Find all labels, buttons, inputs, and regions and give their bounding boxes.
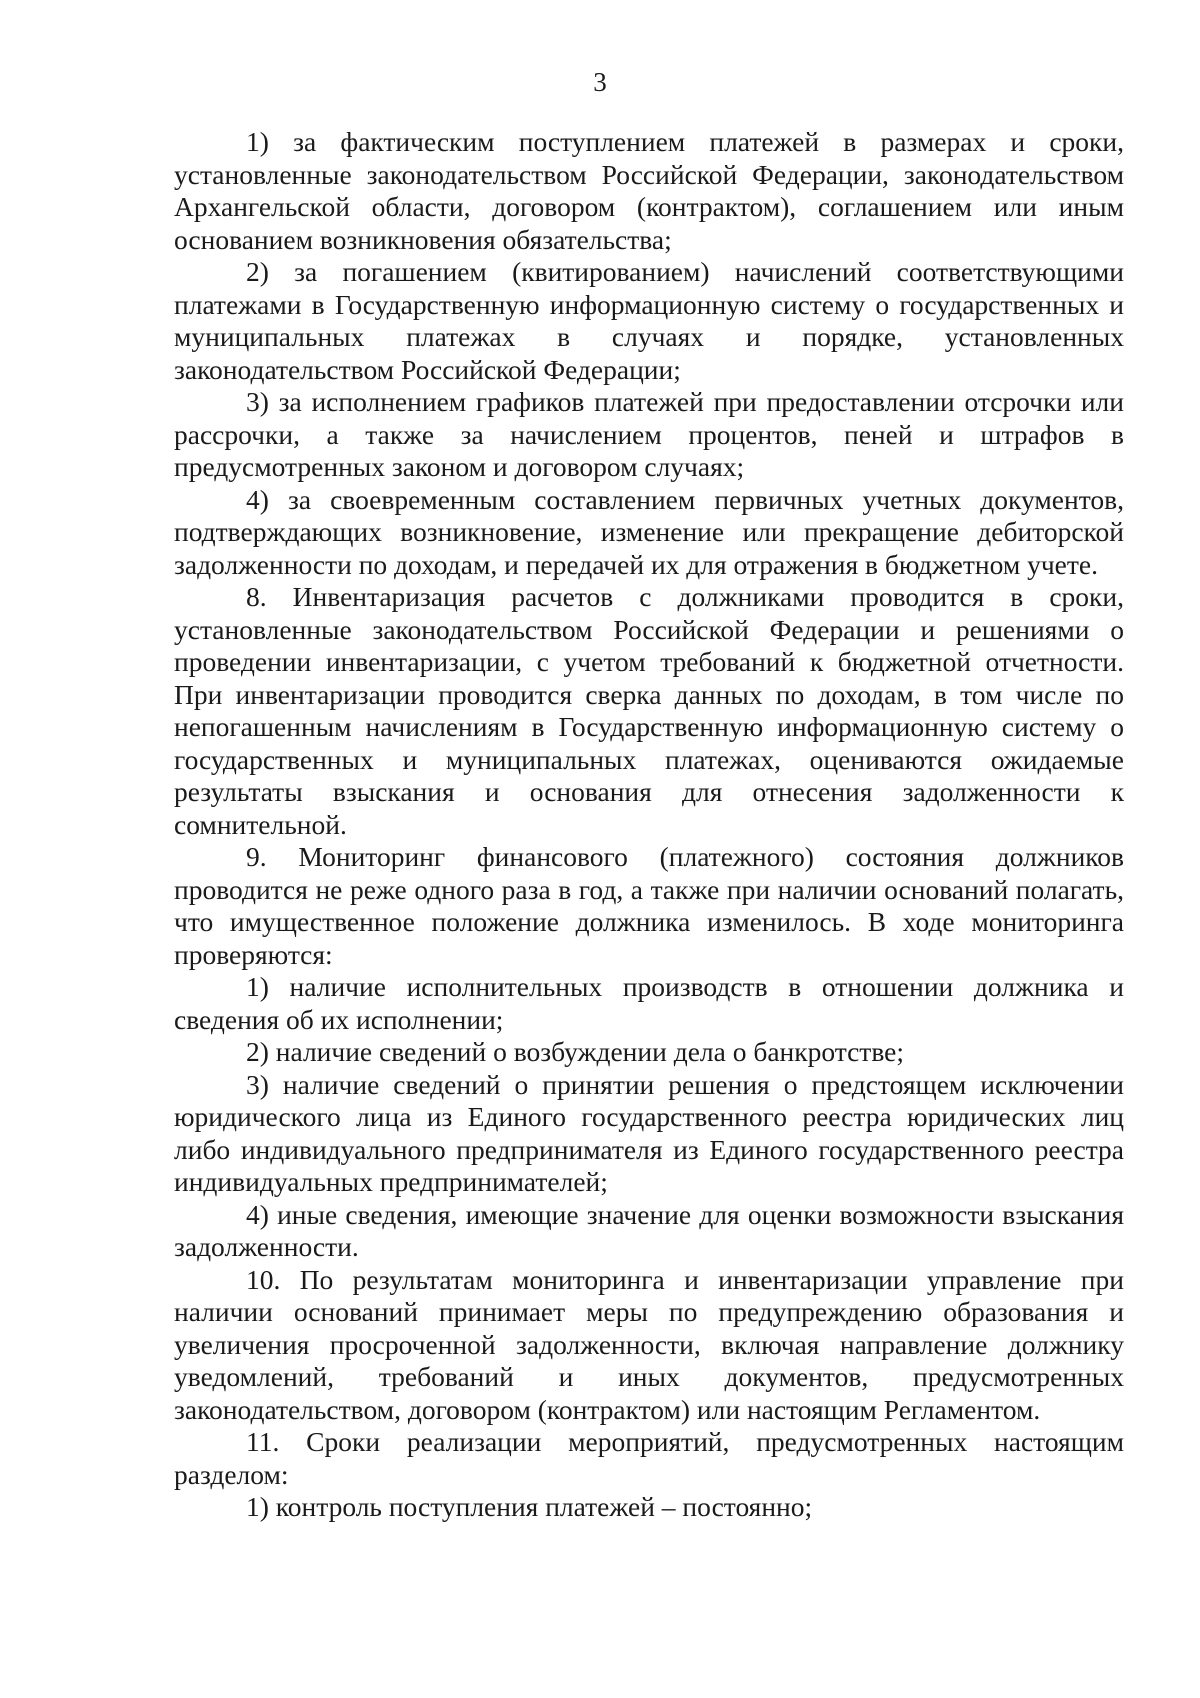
paragraph-section-8: 8. Инвентаризация расчетов с должниками проводится в сроки, установленные законодательством Российской Федерации и решениями о проведении инвентаризации, с учетом требований к бюджетной отчетности. При инвентаризации проводится сверка данных по доходам, в том числе по непогашенным начислениям в Государственную информационную систему о государственных и муниципальных платежах, оцениваются ожидаемые результаты взыскания и основания для отнесения задолженности к сомнительной. [174,581,1124,840]
document-body [174,126,1124,1524]
paragraph-section-9: 9. Мониторинг финансового (платежного) состояния должников проводится не реже одного раза в год, а также при наличии оснований полагать, что имущественное положение должника изменилось. В ходе мониторинга проверяются: [174,841,1124,970]
paragraph-item-2: 2) за погашением (квитированием) начислений соответствующими платежами в Государственную информационную систему о государственных и муниципальных платежах в случаях и порядке, установленных законодательством Российской Федерации; [174,256,1124,385]
paragraph-item-4: 4) за своевременным составлением первичных учетных документов, подтверждающих возникновение, изменение или прекращение дебиторской задолженности по доходам, и передачей их для отражения в бюджетном учете. [174,483,1124,580]
paragraph-check-2: 2) наличие сведений о возбуждении дела о банкротстве; [246,1036,904,1067]
page-number: 3 [593,67,607,97]
paragraph-section-11: 11. Сроки реализации мероприятий, предусмотренных настоящим разделом: [174,1426,1124,1490]
paragraph-item-3: 3) за исполнением графиков платежей при предоставлении отсрочки или рассрочки, а также за начислением процентов, пеней и штрафов в предусмотренных законом и договором случаях; [174,386,1124,482]
paragraph-section-10: 10. По результатам мониторинга и инвентаризации управление при наличии оснований принимает меры по предупреждению образования и увеличения просроченной задолженности, включая направление должнику уведомлений, требований и иных документов, предусмотренных законодательством, договором (контрактом) или настоящим Регламентом. [174,1263,1124,1425]
paragraph-item-1: 1) за фактическим поступлением платежей в размерах и сроки, установленные законодательством Российской Федерации, законодательством Архангельской области, договором (контрактом), соглашением или иным основанием возникновения обязательства; [174,126,1124,255]
paragraph-check-3: 3) наличие сведений о принятии решения о предстоящем исключении юридического лица из Единого государственного реестра юридических лиц либо индивидуального предпринимателя из Единого государственного реестра индивидуальных предпринимателей; [174,1068,1124,1197]
paragraph-check-4: 4) иные сведения, имеющие значение для оценки возможности взыскания задолженности. [174,1198,1124,1262]
paragraph-deadline-1: 1) контроль поступления платежей – постоянно; [246,1491,813,1522]
paragraph-check-1: 1) наличие исполнительных производств в отношении должника и сведения об их исполнении; [174,971,1124,1035]
